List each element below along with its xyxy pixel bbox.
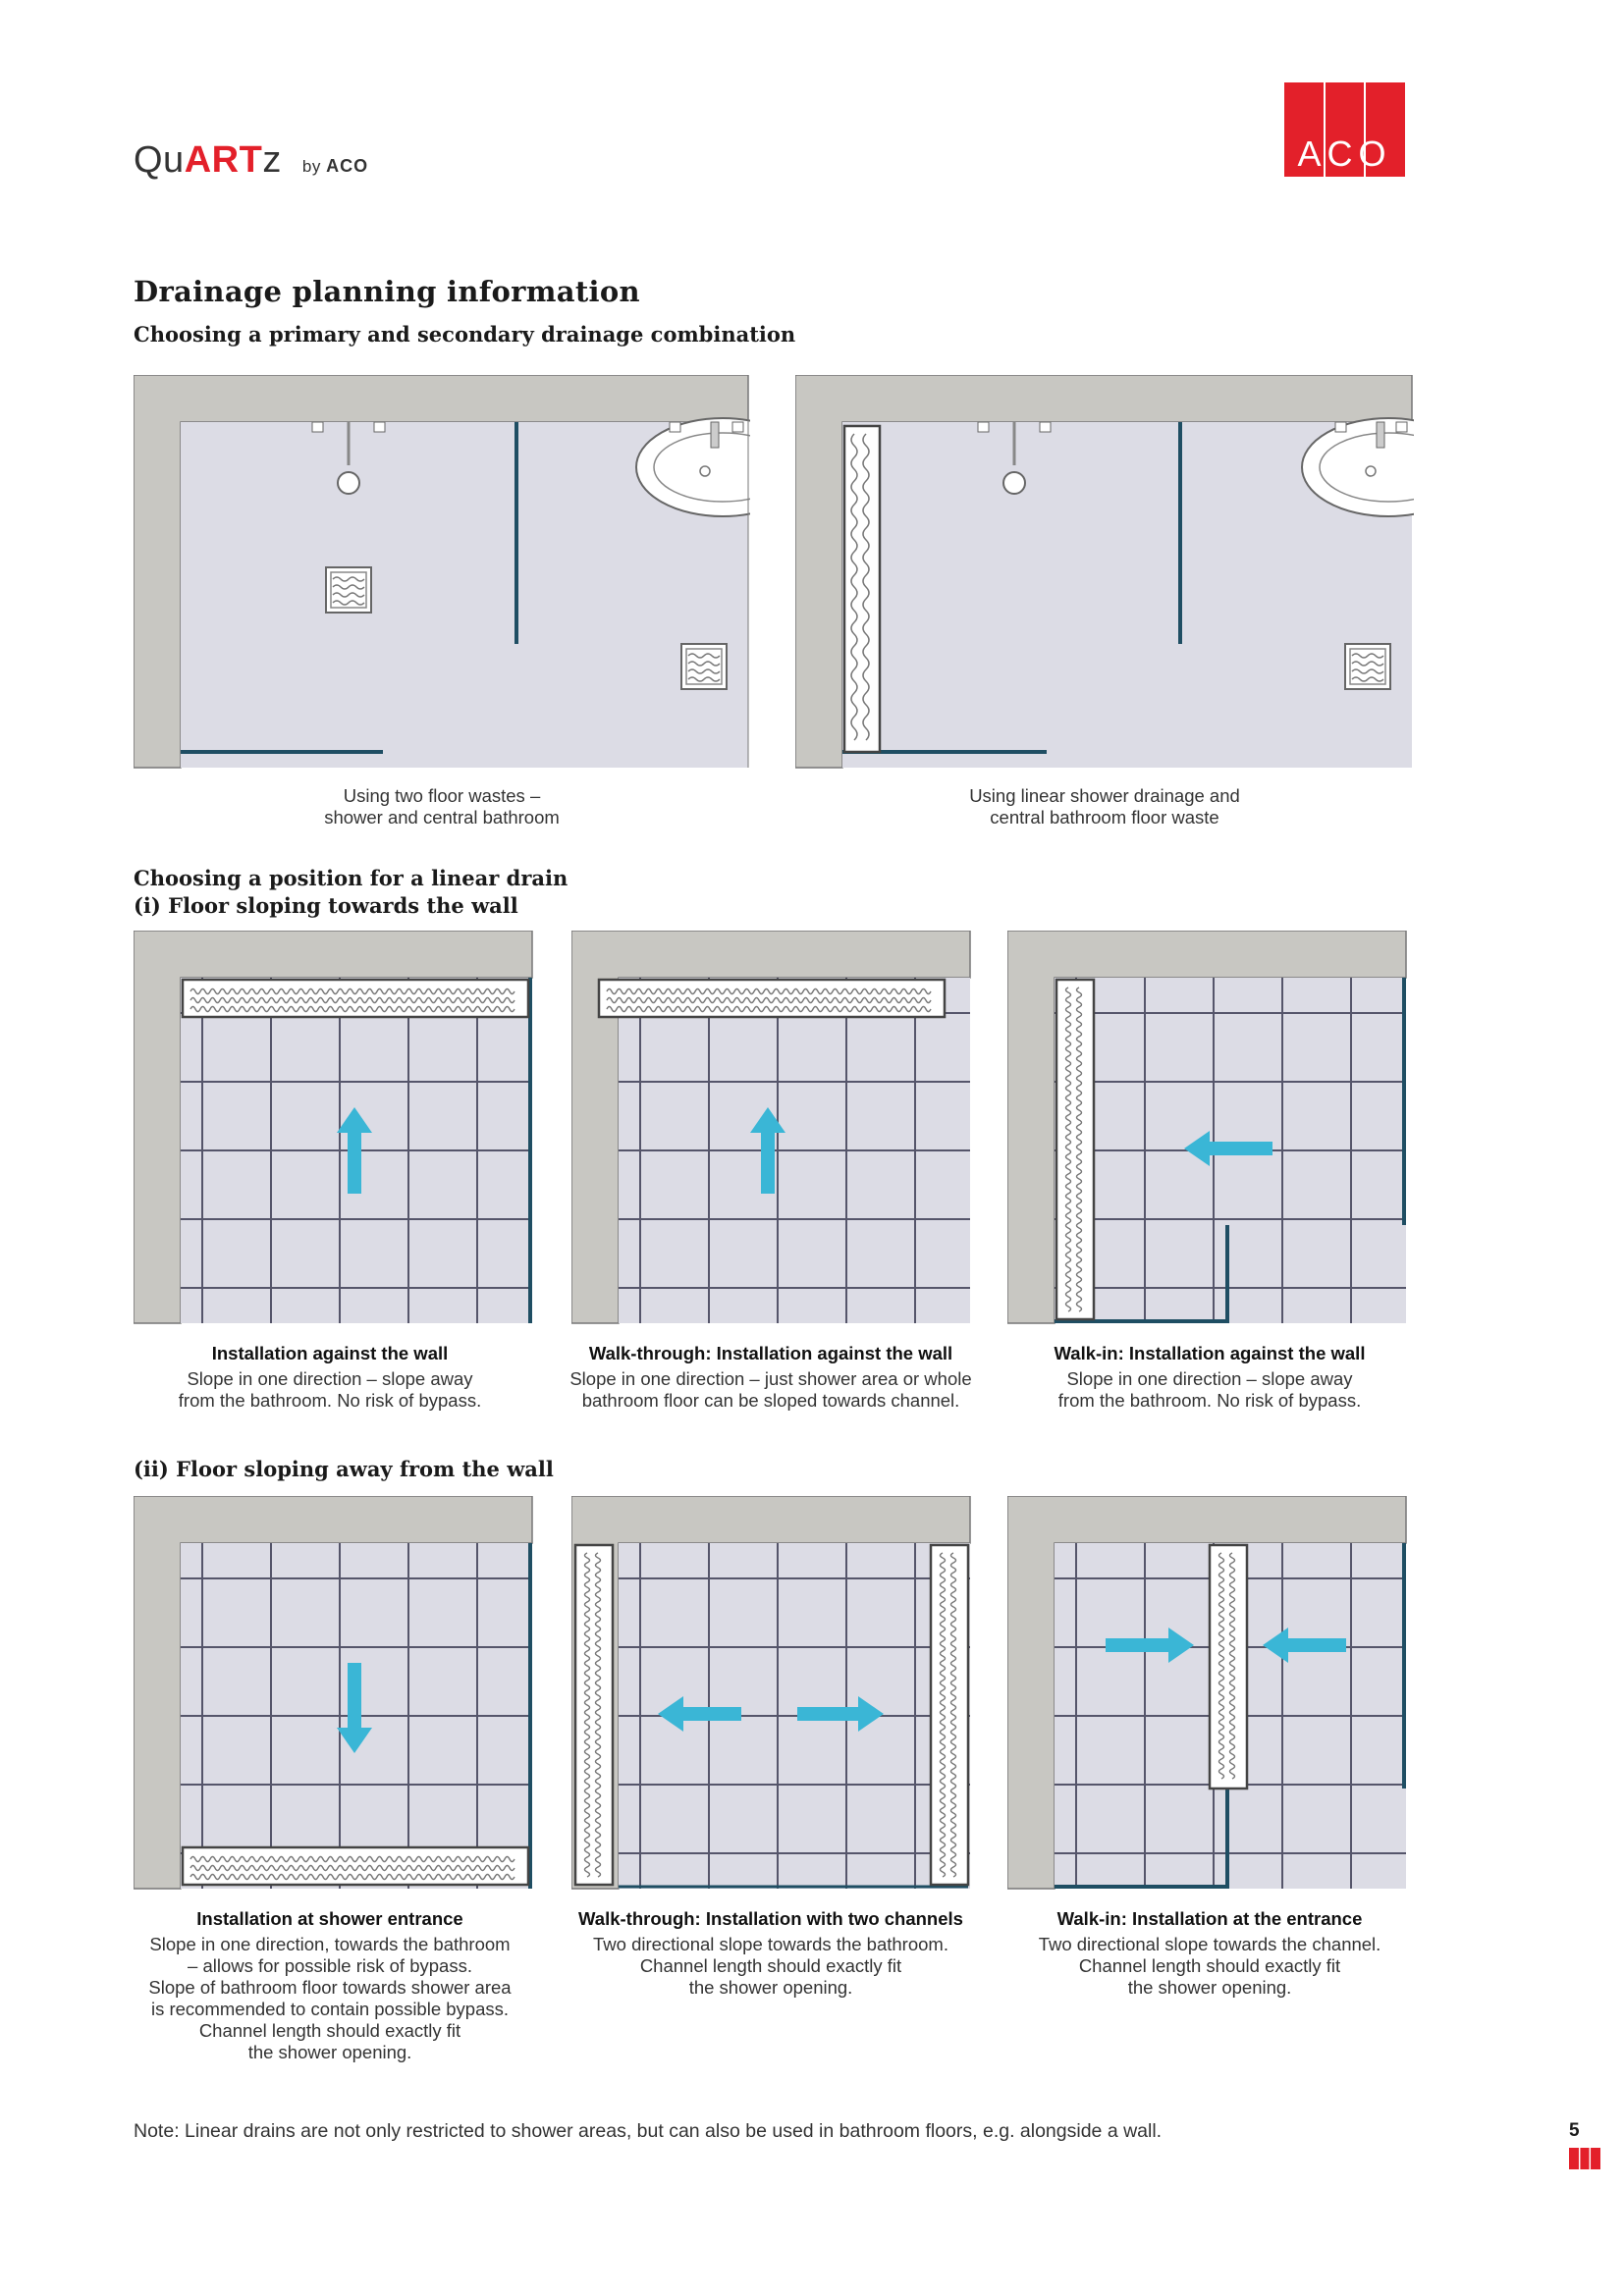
brand-by [302, 157, 368, 176]
caption-line: Slope in one direction – just shower area or whole [569, 1368, 972, 1389]
caption-title: Installation at shower entrance [196, 1908, 463, 1929]
caption-installation-against-wall [134, 1343, 526, 1412]
caption-line: is recommended to contain possible bypass. [150, 1999, 510, 2019]
brand-by-label: by [301, 157, 321, 176]
linear-drain-channel [575, 1545, 613, 1885]
diagram-walk-through-two-channels [571, 1496, 972, 1895]
linear-drain-channel [183, 1847, 528, 1885]
aco-page-mark-icon [1569, 2148, 1600, 2169]
section3-subheading: (ii) Floor sloping away from the wall [134, 1457, 554, 1481]
linear-drain [844, 426, 880, 752]
linear-drain-channel [1210, 1545, 1247, 1789]
section2-heading: Choosing a position for a linear drain [134, 866, 568, 890]
aco-logo [1284, 82, 1405, 177]
brand-wordmark [134, 139, 368, 182]
linear-drain-channel [931, 1545, 968, 1885]
caption-walk-through-two-channels [555, 1908, 987, 1999]
linear-drain-channel [183, 980, 528, 1017]
linear-drain-channel [1056, 980, 1094, 1319]
caption-line: from the bathroom. No risk of bypass. [178, 1390, 482, 1411]
caption-line: Channel length should exactly fit [1078, 1955, 1341, 1976]
floor-waste-central [681, 644, 727, 689]
diagram-walk-in-entrance [1007, 1496, 1408, 1895]
diagram-linear-and-floor-waste [795, 375, 1414, 774]
caption-title: Installation against the wall [211, 1343, 449, 1363]
caption-line: Slope in one direction, towards the bathroom [149, 1934, 511, 1954]
floor-waste-central [1345, 644, 1390, 689]
brand-suffix: z [262, 139, 282, 181]
caption-line: the shower opening. [1127, 1977, 1292, 1998]
caption-walk-through-against-wall [545, 1343, 997, 1412]
caption-line: shower and central bathroom [324, 807, 560, 828]
caption-title: Walk-through: Installation with two channels [578, 1908, 963, 1929]
caption-line: Slope of bathroom floor towards shower area [148, 1977, 512, 1998]
caption-line: Channel length should exactly fit [198, 2020, 461, 2041]
caption-line: Two directional slope towards the channel. [1038, 1934, 1381, 1954]
diagram-walk-in-against-wall [1007, 931, 1408, 1329]
caption-line: – allows for possible risk of bypass. [188, 1955, 472, 1976]
brand-highlight: ART [184, 139, 263, 181]
footer-note: Note: Linear drains are not only restricted to shower areas, but can also be used in bathroom floors, e.g. alongside a wall. [134, 2120, 1163, 2142]
caption-line: the shower opening. [688, 1977, 853, 1998]
floor-waste-shower [326, 567, 371, 613]
caption-line: Two directional slope towards the bathroom. [593, 1934, 948, 1954]
caption-title: Walk-through: Installation against the wall [588, 1343, 953, 1363]
diagram-two-floor-wastes [134, 375, 750, 774]
caption-title: Walk-in: Installation against the wall [1054, 1343, 1366, 1363]
caption-walk-in-entrance [1013, 1908, 1406, 1999]
caption-walk-in-against-wall [1013, 1343, 1406, 1412]
caption-installation-shower-entrance [134, 1908, 526, 2063]
caption-line: bathroom floor can be sloped towards channel. [581, 1390, 960, 1411]
caption-line: from the bathroom. No risk of bypass. [1057, 1390, 1362, 1411]
section2-subheading: (i) Floor sloping towards the wall [134, 893, 518, 918]
section1-heading: Choosing a primary and secondary drainage combination [134, 322, 796, 347]
linear-drain-channel [599, 980, 945, 1017]
diagram-walk-through-against-wall [571, 931, 972, 1329]
caption-line: Channel length should exactly fit [639, 1955, 902, 1976]
caption-line: Using linear shower drainage and [969, 785, 1240, 806]
brand-by-name: ACO [326, 156, 369, 176]
caption-two-floor-wastes [196, 785, 687, 828]
caption-line: Using two floor wastes – [343, 785, 541, 806]
page-number: 5 [1569, 2120, 1580, 2141]
caption-line: the shower opening. [247, 2042, 412, 2062]
brand-prefix: Qu [134, 139, 185, 181]
caption-line: Slope in one direction – slope away [187, 1368, 473, 1389]
caption-line: central bathroom floor waste [990, 807, 1219, 828]
diagram-installation-against-wall [134, 931, 534, 1329]
page-title: Drainage planning information [134, 275, 640, 308]
caption-line: Slope in one direction – slope away [1066, 1368, 1353, 1389]
caption-title: Walk-in: Installation at the entrance [1056, 1908, 1363, 1929]
diagram-installation-shower-entrance [134, 1496, 534, 1895]
logo-text: ACO [1297, 133, 1392, 174]
caption-linear-and-floor-waste [859, 785, 1350, 828]
